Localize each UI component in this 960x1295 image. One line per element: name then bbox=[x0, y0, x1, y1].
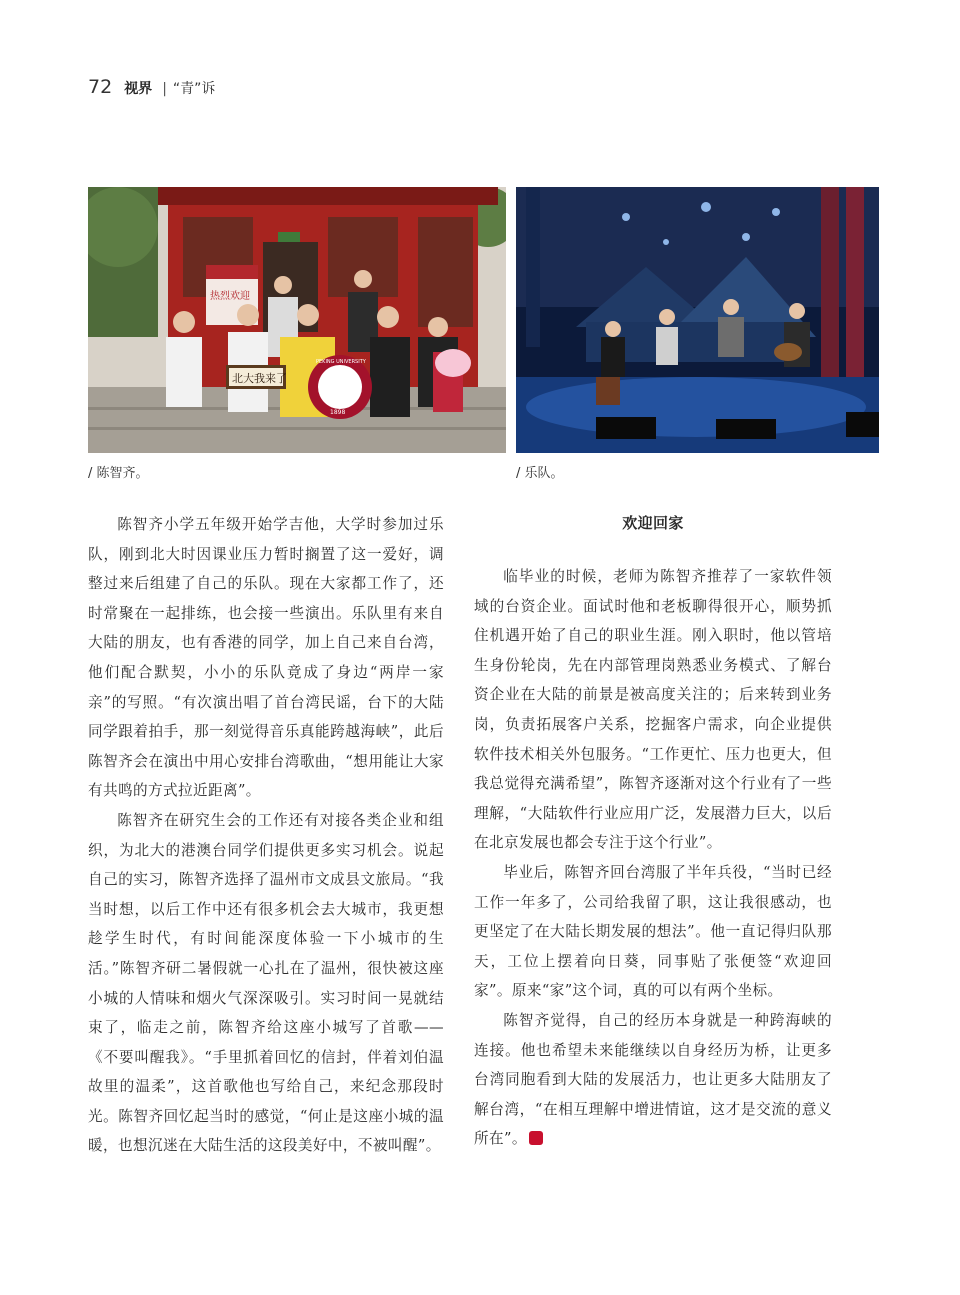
board-text: 北大我来了 bbox=[232, 372, 287, 385]
article-column-left bbox=[88, 510, 444, 1161]
paragraph: 陈智齐小学五年级开始学吉他，大学时参加过乐队，刚到北大时因课业压力暂时搁置了这一爱好，调整过来后组建了自己的乐队。现在大家都工作了，还时常聚在一起排练，也会接一些演出。乐队里有来自大陆的朋友，也有香港的同学，加上自己来自台湾，他们配合默契，小小的乐队竟成了身边“两岸一家亲”的写照。“有次演出唱了首台湾民谣，台下的大陆同学跟着拍手，那一刻觉得音乐真能跨越海峡”，此后陈智齐会在演出中用心安排台湾歌曲，“想用能让大家有共鸣的方式拉近距离”。 bbox=[88, 516, 444, 800]
article-column-right bbox=[474, 510, 832, 1154]
group-photo bbox=[88, 187, 506, 453]
end-mark-icon bbox=[529, 1131, 543, 1145]
welcome-sign: 热烈欢迎 bbox=[210, 291, 250, 302]
running-header bbox=[88, 76, 215, 100]
seal-text: PEKING UNIVERSITY bbox=[316, 359, 366, 365]
paragraph: 临毕业的时候，老师为陈智齐推荐了一家软件领域的台资企业。面试时他和老板聊得很开心，顺势抓住机遇开始了自己的职业生涯。刚入职时，他以管培生身份轮岗，先在内部管理岗熟悉业务模式、了解台资企业在大陆的前景是被高度关注的；后来转到业务岗，负责拓展客户关系，挖掘客户需求，向企业提供软件技术相关外包服务。“工作更忙、压力也更大，但我总觉得充满希望”，陈智齐逐渐对这个行业有了一些理解，“大陆软件行业应用广泛，发展潜力巨大，以后在北京发展也都会专注于这个行业”。 bbox=[474, 568, 832, 852]
seal-year: 1898 bbox=[330, 409, 346, 416]
header-separator: | bbox=[162, 81, 167, 97]
section-title: 视界 bbox=[124, 81, 153, 97]
section-heading: 欢迎回家 bbox=[622, 514, 684, 532]
caption-right: / 乐队。 bbox=[516, 466, 564, 481]
paragraph: 陈智齐在研究生会的工作还有对接各类企业和组织，为北大的港澳台同学们提供更多实习机会。说起自己的实习，陈智齐选择了温州市文成县文旅局。“我当时想，以后工作中还有很多机会去大城市，我更想趁学生时代，有时间能深度体验一下小城市的生活。”陈智齐研二暑假就一心扎在了温州，很快被这座小城的人情味和烟火气深深吸引。实习时间一晃就结束了，临走之前，陈智齐给这座小城写了首歌——《不要叫醒我》。“手里抓着回忆的信封，伴着刘伯温故里的温柔”，这首歌他也写给自己，来纪念那段时光。陈智齐回忆起当时的感觉，“何止是这座小城的温暖，也想沉迷在大陆生活的这段美好中，不被叫醒”。 bbox=[88, 811, 444, 1155]
paragraph bbox=[474, 1006, 832, 1154]
final-paragraph-text: 陈智齐觉得，自己的经历本身就是一种跨海峡的连接。他也希望未来能继续以自身经历为桥，让更多台湾同胞看到大陆的发展活力，也让更多大陆朋友了解台湾，“在相互理解中增进情谊，这才是交流的意义所在”。 bbox=[474, 1011, 832, 1148]
band-photo bbox=[516, 187, 879, 453]
paragraph: 毕业后，陈智齐回台湾服了半年兵役，“当时已经工作一年多了，公司给我留了职，这让我很感动，也更坚定了在大陆长期发展的想法”。他一直记得归队那天，工位上摆着向日葵，同事贴了张便签“欢迎回家”。原来“家”这个词，真的可以有两个坐标。 bbox=[474, 863, 832, 1000]
column-name: “青”诉 bbox=[172, 81, 216, 97]
page-number: 72 bbox=[88, 76, 113, 98]
caption-left: / 陈智齐。 bbox=[88, 466, 149, 481]
